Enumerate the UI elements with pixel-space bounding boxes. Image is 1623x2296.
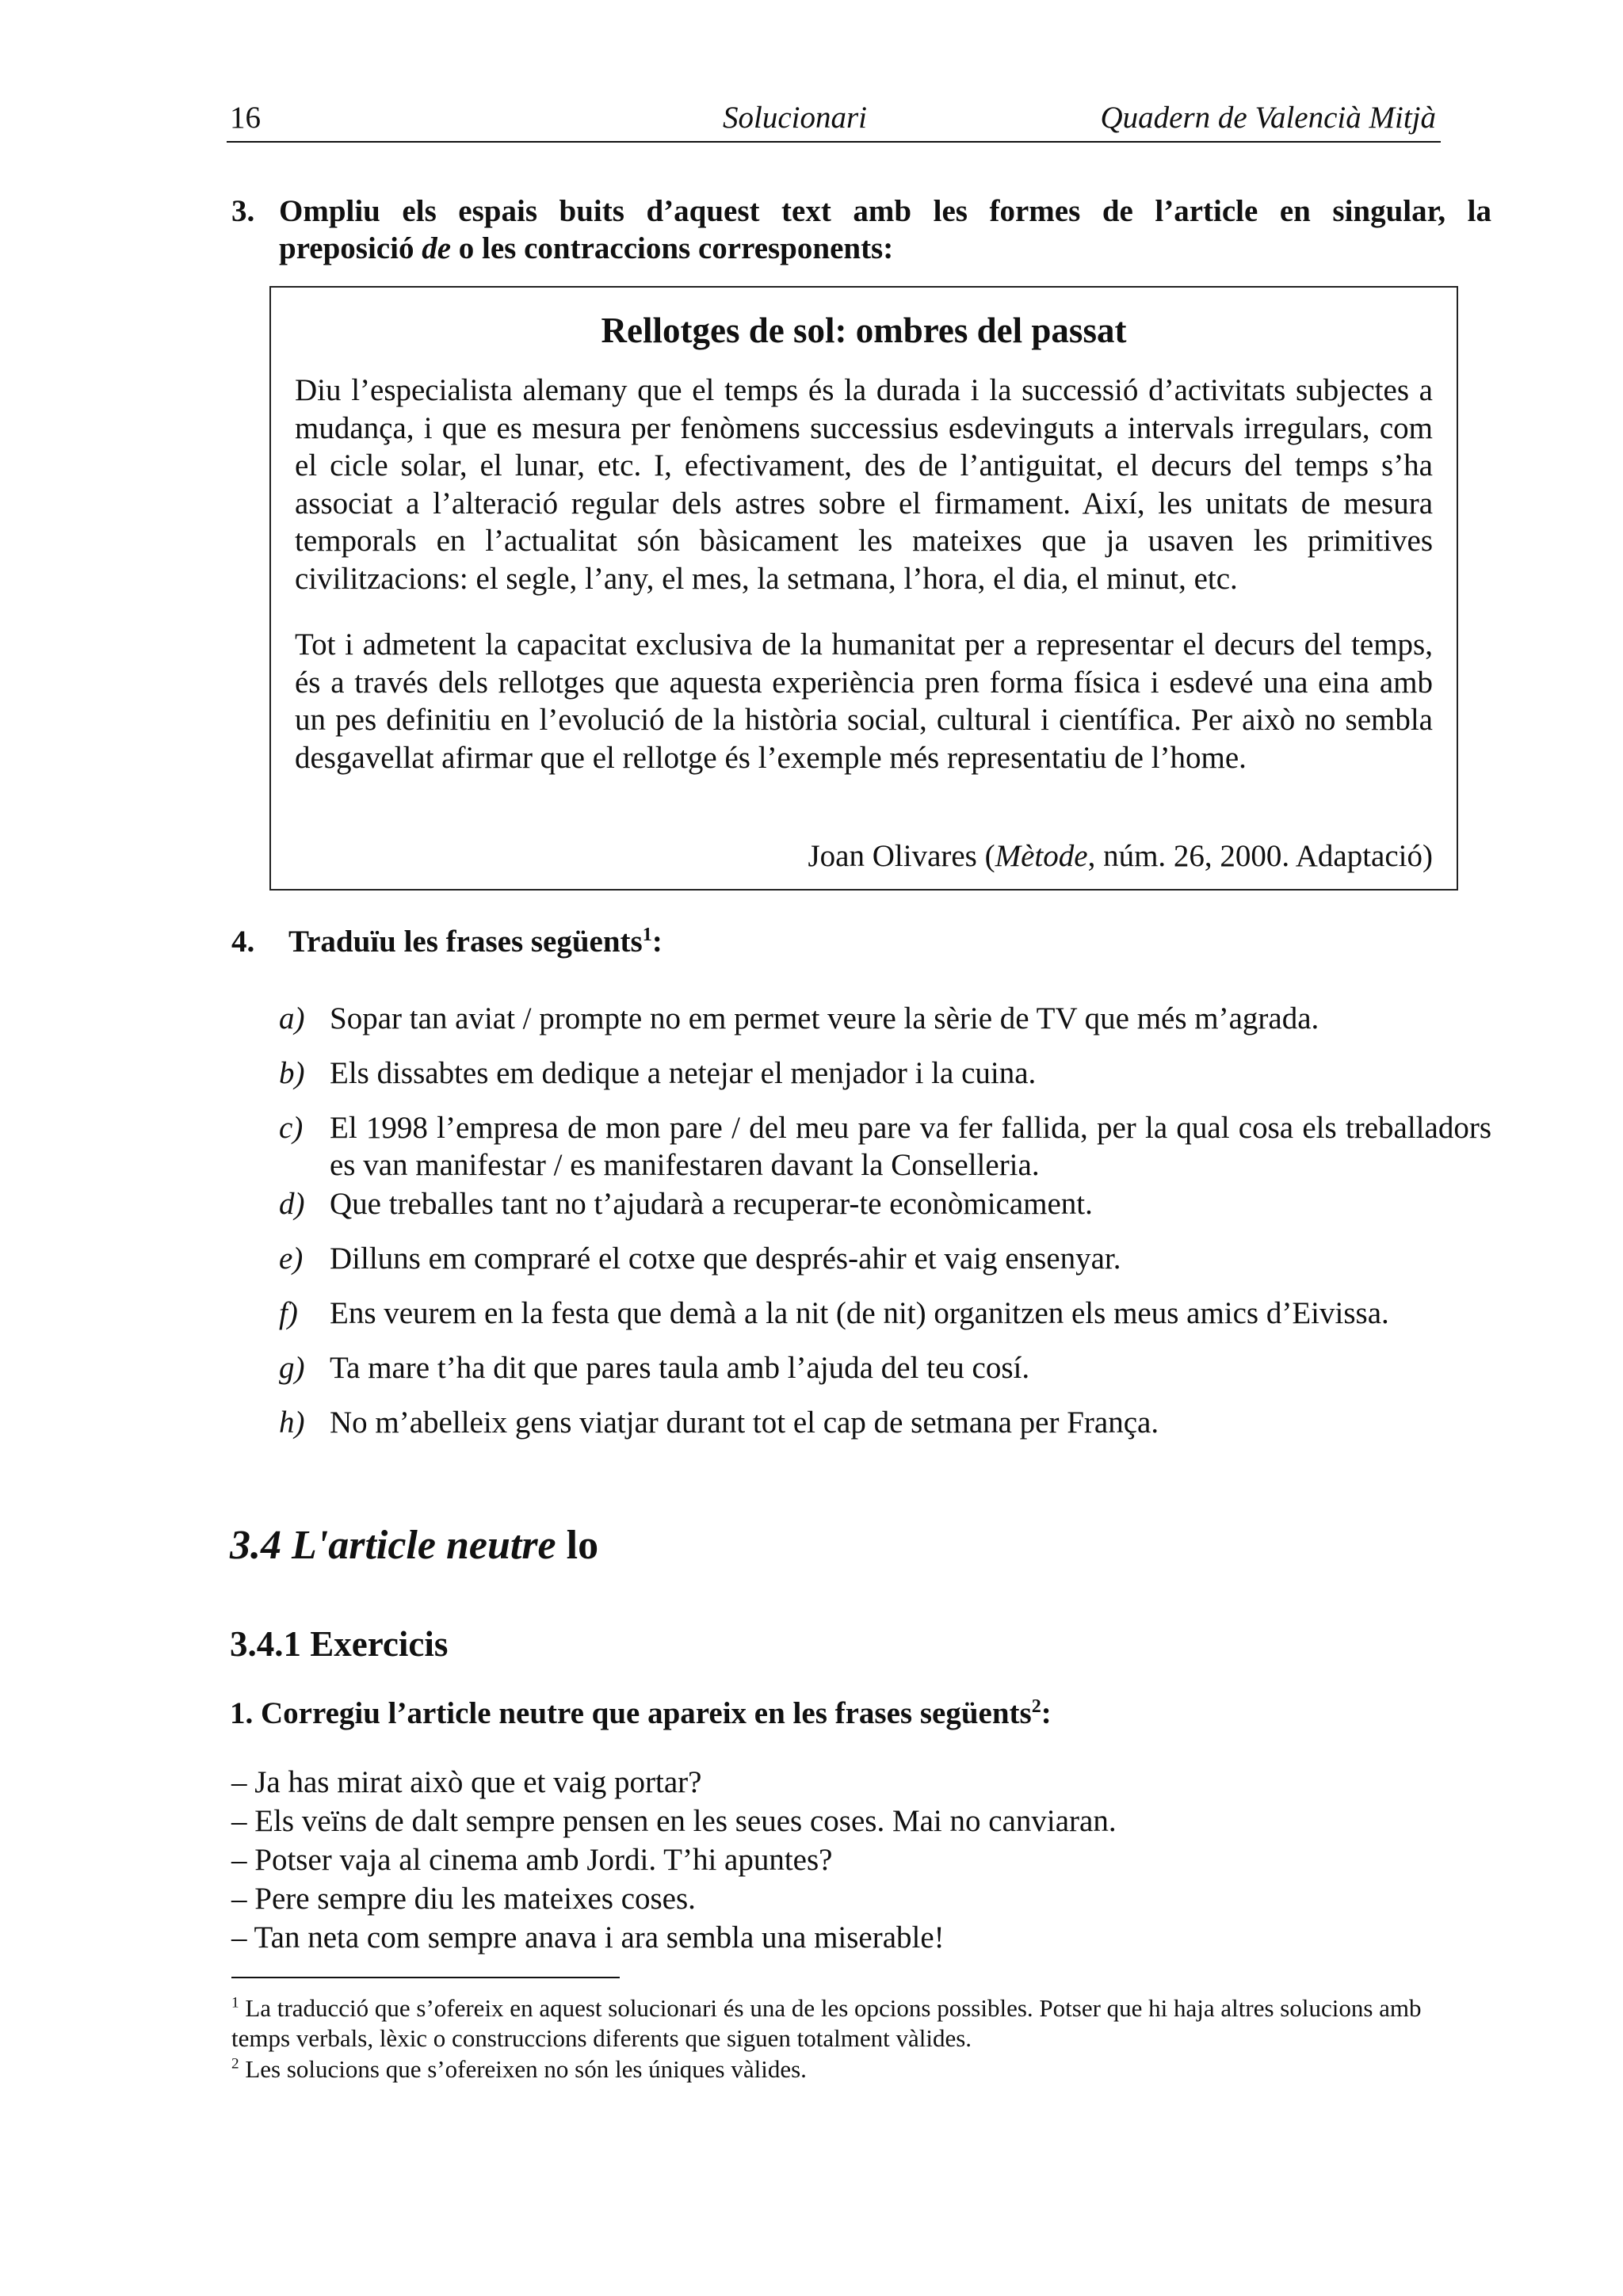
box-title: Rellotges de sol: ombres del passat bbox=[601, 311, 1127, 350]
footnote-1-text: La traducció que s’ofereix en aquest solucionari és una de les opcions possibles. Potser que hi haja altres solucions amb temps verbals, lèxic o construccions diferents que siguen totalment vàlides. bbox=[231, 1994, 1422, 2052]
box-source-citation bbox=[808, 837, 1434, 875]
item-text: El 1998 l’empresa de mon pare / del meu pare va fer fallida, per la qual cosa els treballadors es van manifestar / es manifestaren davant la Conselleria. bbox=[330, 1111, 1491, 1182]
footnote-2-number: 2 bbox=[231, 2055, 239, 2073]
dialogue-line: – Pere sempre diu les mateixes coses. bbox=[231, 1882, 696, 1916]
item-text: Sopar tan aviat / prompte no em permet veure la sèrie de TV que més m’agrada. bbox=[330, 1001, 1319, 1035]
exercise-text-box bbox=[269, 286, 1458, 891]
q3-line2-text-end: o les contraccions corresponents: bbox=[451, 231, 894, 265]
footnote-2 bbox=[231, 2054, 1460, 2084]
footnote-ref-2: 2 bbox=[1031, 1695, 1041, 1717]
item-text: No m’abelleix gens viatjar durant tot el cap de setmana per França. bbox=[330, 1405, 1159, 1440]
section-heading-italic: 3.4 L'article neutre bbox=[230, 1523, 556, 1568]
item-text: Que treballes tant no t’ajudarà a recuperar-te econòmicament. bbox=[330, 1187, 1093, 1221]
q1-colon: : bbox=[1041, 1696, 1052, 1730]
item-label: g) bbox=[279, 1351, 305, 1385]
q4-instruction bbox=[288, 924, 663, 960]
dialogue-line: – Ja has mirat això que et vaig portar? bbox=[231, 1765, 702, 1799]
box-paragraph-2: Tot i admetent la capacitat exclusiva de la humanitat per a representar el decurs del temps, és a través dels rellotges que aquesta experiència pren forma física i esdevé una eina amb un pes definitiu en l’evolució de la història social, cultural i científica. Per això no sembla desgavellat afirmar que el rellotge és l’exemple més representatiu de l’home. bbox=[295, 627, 1433, 775]
q3-line2-emphasis: de bbox=[422, 231, 452, 265]
item-text: Ens veurem en la festa que demà a la nit (de nit) organitzen els meus amics d’Eivissa. bbox=[330, 1296, 1389, 1330]
item-label: h) bbox=[279, 1405, 305, 1440]
item-label: c) bbox=[279, 1111, 304, 1145]
dialogue-line: – Tan neta com sempre anava i ara sembla una miserable! bbox=[231, 1920, 945, 1955]
header-center-title: Solucionari bbox=[723, 101, 867, 135]
footnote-ref-1: 1 bbox=[642, 924, 652, 945]
header-book-title: Quadern de Valencià Mitjà bbox=[1100, 101, 1436, 135]
footnote-separator bbox=[231, 1977, 620, 1978]
q4-colon: : bbox=[651, 925, 663, 959]
item-text: Dilluns em compraré el cotxe que després-ahir et vaig ensenyar. bbox=[330, 1241, 1121, 1276]
q4-number: 4. bbox=[231, 925, 255, 959]
q1-instruction-text: 1. Corregiu l’article neutre que apareix en les frases següents bbox=[230, 1696, 1032, 1730]
item-label: e) bbox=[279, 1241, 304, 1276]
subsection-heading: 3.4.1 Exercicis bbox=[230, 1624, 449, 1664]
item-text: Ta mare t’ha dit que pares taula amb l’ajuda del teu cosí. bbox=[330, 1351, 1030, 1385]
q4-instruction-text: Traduïu les frases següents bbox=[288, 925, 643, 959]
dialogue-line: – Els veïns de dalt sempre pensen en les seues coses. Mai no canviaran. bbox=[231, 1804, 1117, 1838]
item-label: a) bbox=[279, 1001, 305, 1035]
q3-instruction-line2 bbox=[279, 231, 893, 267]
item-label: b) bbox=[279, 1056, 305, 1090]
footnote-1 bbox=[231, 1993, 1460, 2054]
q3-line2-text: preposició bbox=[279, 231, 422, 265]
item-label: f) bbox=[279, 1296, 298, 1330]
box-paragraph-1: Diu l’especialista alemany que el temps és la durada i la successió d’activitats subjectes a mudança, i que es mesura per fenòmens successius esdevinguts a intervals irregulars, com el cicle solar, el lunar, etc. I, efectivament, des de l’antiguitat, el decurs del temps s’ha associat a l’alteració regular dels astres sobre el firmament. Així, les unitats de mesura temporals en l’actualitat són bàsicament les mateixes que ja usaven les primitives civilitzacions: el segle, l’any, el mes, la setmana, l’hora, el dia, el minut, etc. bbox=[295, 373, 1433, 596]
page-header bbox=[227, 93, 1441, 143]
footnote-2-text: Les solucions que s’ofereixen no són les úniques vàlides. bbox=[245, 2055, 807, 2083]
q3-number: 3. bbox=[231, 194, 255, 228]
footnote-1-number: 1 bbox=[231, 1994, 239, 2012]
source-journal: Mètode bbox=[995, 839, 1088, 873]
item-text: Els dissabtes em dedique a netejar el menjador i la cuina. bbox=[330, 1056, 1037, 1090]
q1-instruction bbox=[230, 1695, 1052, 1732]
section-heading-word: lo bbox=[566, 1523, 599, 1568]
section-heading bbox=[230, 1521, 598, 1570]
page-number: 16 bbox=[230, 101, 261, 135]
dialogue-line: – Potser vaja al cinema amb Jordi. T’hi apuntes? bbox=[231, 1843, 833, 1877]
item-label: d) bbox=[279, 1187, 305, 1221]
source-author: Joan Olivares ( bbox=[808, 839, 995, 873]
q3-instruction-line1: Ompliu els espais buits d’aquest text amb les formes de l’article en singular, la bbox=[279, 194, 1491, 228]
source-details: , núm. 26, 2000. Adaptació) bbox=[1087, 839, 1433, 873]
